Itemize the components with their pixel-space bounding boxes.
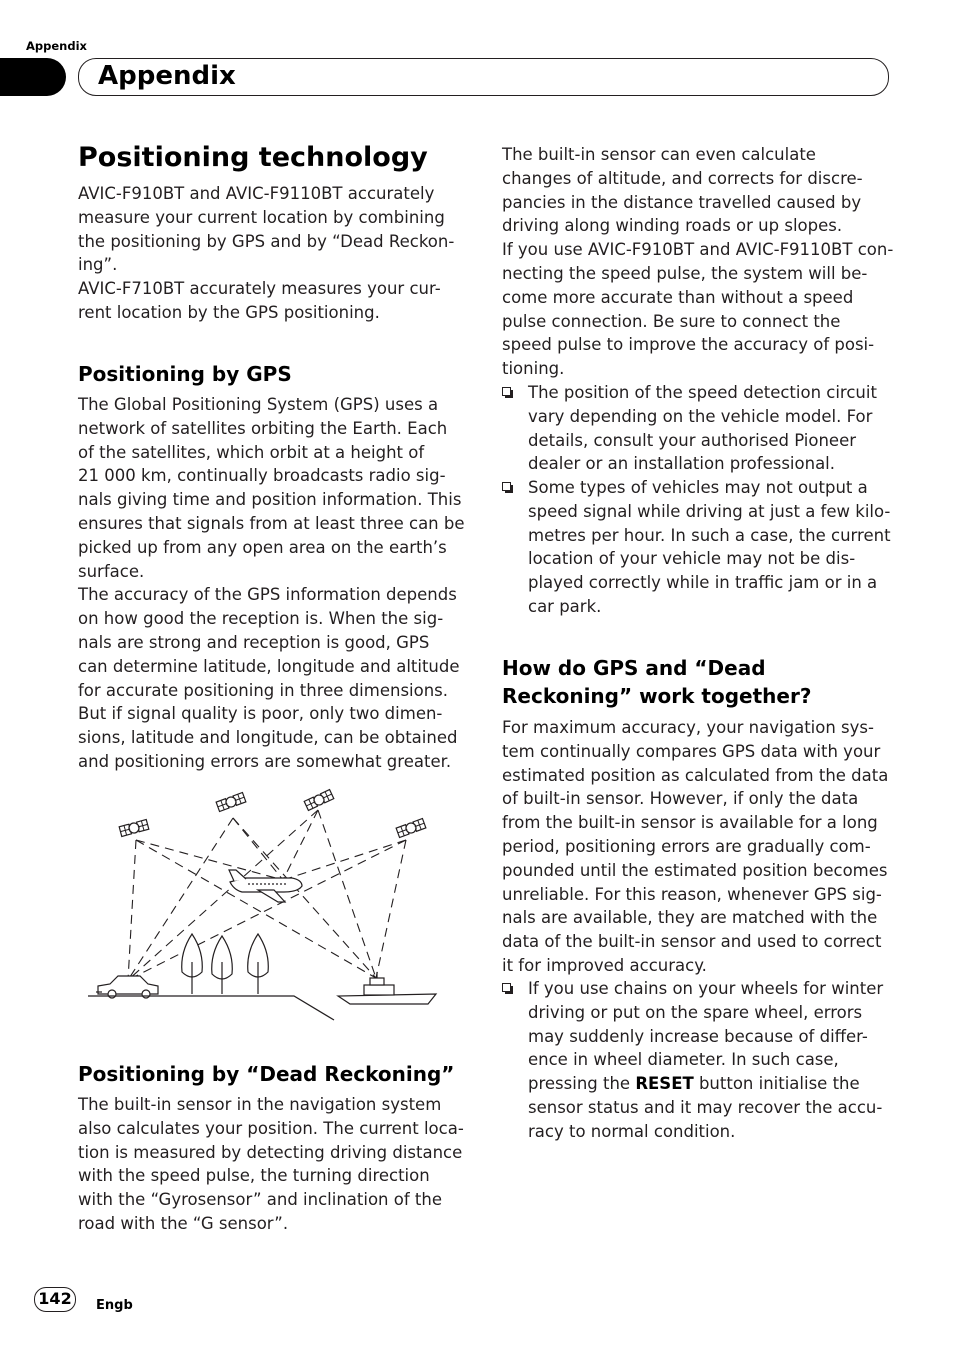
text-line: The position of the speed detection circuit: [528, 383, 877, 402]
text-line: nals giving time and position information. This: [78, 490, 462, 510]
text-line: tion is measured by detecting driving distance: [78, 1142, 463, 1162]
text-line: speed pulse to improve the accuracy of posi-: [502, 335, 875, 355]
text-line: But if signal quality is poor, only two dimen-: [78, 704, 443, 724]
text-line: on how good the reception is. When the sig-: [78, 609, 444, 629]
together-paragraph: [502, 716, 894, 978]
text-line: surface.: [78, 561, 145, 581]
text-line: with the “Gyrosensor” and inclination of the: [78, 1190, 442, 1210]
satellite-icon: [119, 820, 149, 837]
note-checkbox-icon: [502, 387, 513, 398]
note-text: [528, 476, 891, 619]
text-line: of the satellites, which orbit at a height of: [78, 442, 425, 462]
text-line: rent location by the GPS positioning.: [78, 302, 380, 322]
text-line: the positioning by GPS and by “Dead Reckon-: [78, 231, 455, 251]
text-fragment: pressing the: [528, 1074, 636, 1094]
dr-continued-paragraph: [502, 143, 894, 381]
text-line: For maximum accuracy, your navigation sys-: [502, 718, 874, 737]
together-heading: [502, 654, 894, 710]
text-line: tem continually compares GPS data with your: [502, 741, 881, 761]
text-fragment: button initialise the: [693, 1074, 860, 1094]
text-line: nals are available, they are matched with the: [502, 908, 878, 928]
gps-heading: Positioning by GPS: [78, 362, 292, 386]
dr-paragraph: [78, 1093, 466, 1236]
reset-key-label: RESET: [635, 1074, 694, 1094]
text-line: tioning.: [502, 359, 565, 379]
text-line: come more accurate than without a speed: [502, 287, 854, 307]
dr-heading: Positioning by “Dead Reckoning”: [78, 1062, 455, 1086]
text-line: car park.: [528, 596, 602, 616]
text-line: period, positioning errors are gradually com-: [502, 836, 871, 856]
text-line: estimated position as calculated from the data: [502, 765, 889, 785]
text-line: AVIC-F710BT accurately measures your cur-: [78, 279, 441, 299]
text-line: and positioning errors are somewhat greater.: [78, 751, 452, 771]
satellite-icon: [396, 819, 426, 838]
text-line: necting the speed pulse, the system will be-: [502, 263, 868, 283]
text-line: network of satellites orbiting the Earth. Each: [78, 418, 448, 438]
page-number: 142: [34, 1287, 76, 1312]
note-checkbox-icon: [502, 983, 513, 994]
text-line: can determine latitude, longitude and altitude: [78, 656, 460, 676]
text-line: pulse connection. Be sure to connect the: [502, 311, 841, 331]
text-line: with the speed pulse, the turning direction: [78, 1166, 430, 1186]
text-line: Some types of vehicles may not output a: [528, 478, 868, 497]
text-line: location of your vehicle may not be dis-: [528, 549, 856, 569]
text-line: played correctly while in traffic jam or in a: [528, 573, 878, 593]
heading-line: Reckoning” work together?: [502, 684, 812, 708]
text-line: 21 000 km, continually broadcasts radio sig-: [78, 466, 446, 486]
text-line: road with the “G sensor”.: [78, 1213, 289, 1233]
text-line: picked up from any open area on the earth’s: [78, 537, 447, 557]
text-line: dealer or an installation professional.: [528, 454, 836, 474]
ship-icon: [338, 972, 436, 1004]
text-line: nals are strong and reception is good, GPS: [78, 632, 430, 652]
ground-line: [88, 996, 334, 1020]
text-line: The Global Positioning System (GPS) uses a: [78, 395, 439, 414]
text-line: may suddenly increase because of differ-: [528, 1026, 868, 1046]
text-line: data of the built-in sensor and used to correct: [502, 932, 882, 952]
gps-positioning-illustration: [88, 782, 440, 1022]
satellite-icon: [216, 793, 246, 812]
intro-paragraph: [78, 182, 466, 325]
text-line: speed signal while driving at just a few kilo-: [528, 501, 891, 521]
heading-line: How do GPS and “Dead: [502, 656, 766, 680]
text-line: AVIC-F910BT and AVIC-F9110BT accurately: [78, 184, 435, 203]
airplane-icon: [229, 870, 302, 902]
gps-paragraph: [78, 393, 466, 774]
text-line: unreliable. For this reason, whenever GPS sig-: [502, 884, 882, 904]
text-line: of built-in sensor. However, if only the data: [502, 789, 859, 809]
text-line: pancies in the distance travelled caused by: [502, 192, 862, 212]
text-line: from the built-in sensor is available for a long: [502, 813, 878, 833]
text-line: for accurate positioning in three dimensions.: [78, 680, 449, 700]
text-line: The built-in sensor can even calculate: [502, 145, 816, 164]
text-line: racy to normal condition.: [528, 1121, 736, 1141]
text-line: changes of altitude, and corrects for discre-: [502, 168, 863, 188]
text-line: details, consult your authorised Pioneer: [528, 430, 857, 450]
text-line: [528, 1072, 883, 1096]
text-line: ence in wheel diameter. In such case,: [528, 1050, 839, 1070]
text-line: driving along winding roads or up slopes.: [502, 216, 843, 236]
page-title: Positioning technology: [78, 142, 428, 173]
running-head: Appendix: [26, 39, 87, 53]
text-line: ensures that signals from at least three can be: [78, 513, 465, 533]
text-line: If you use chains on your wheels for winter: [528, 979, 884, 998]
text-line: driving or put on the spare wheel, errors: [528, 1002, 863, 1022]
text-line: also calculates your position. The current loca-: [78, 1118, 464, 1138]
text-line: it for improved accuracy.: [502, 955, 707, 975]
section-title: Appendix: [98, 61, 236, 91]
text-line: The built-in sensor in the navigation system: [78, 1095, 442, 1114]
note-text: [528, 381, 877, 476]
tree-icon: [182, 934, 269, 994]
text-line: metres per hour. In such a case, the current: [528, 525, 891, 545]
text-line: sions, latitude and longitude, can be obtained: [78, 728, 458, 748]
text-line: sensor status and it may recover the accu-: [528, 1097, 883, 1117]
section-tab-marker: [0, 58, 66, 96]
note-checkbox-icon: [502, 482, 513, 493]
car-icon: [96, 976, 158, 998]
text-line: ing”.: [78, 255, 118, 275]
text-line: measure your current location by combining: [78, 207, 445, 227]
text-line: The accuracy of the GPS information depends: [78, 585, 457, 605]
note-text: [528, 977, 883, 1144]
satellite-icon: [304, 790, 334, 811]
text-line: If you use AVIC-F910BT and AVIC-F9110BT con-: [502, 240, 894, 260]
text-line: pounded until the estimated position becomes: [502, 860, 888, 880]
text-line: vary depending on the vehicle model. For: [528, 406, 873, 426]
language-code: Engb: [96, 1298, 133, 1313]
